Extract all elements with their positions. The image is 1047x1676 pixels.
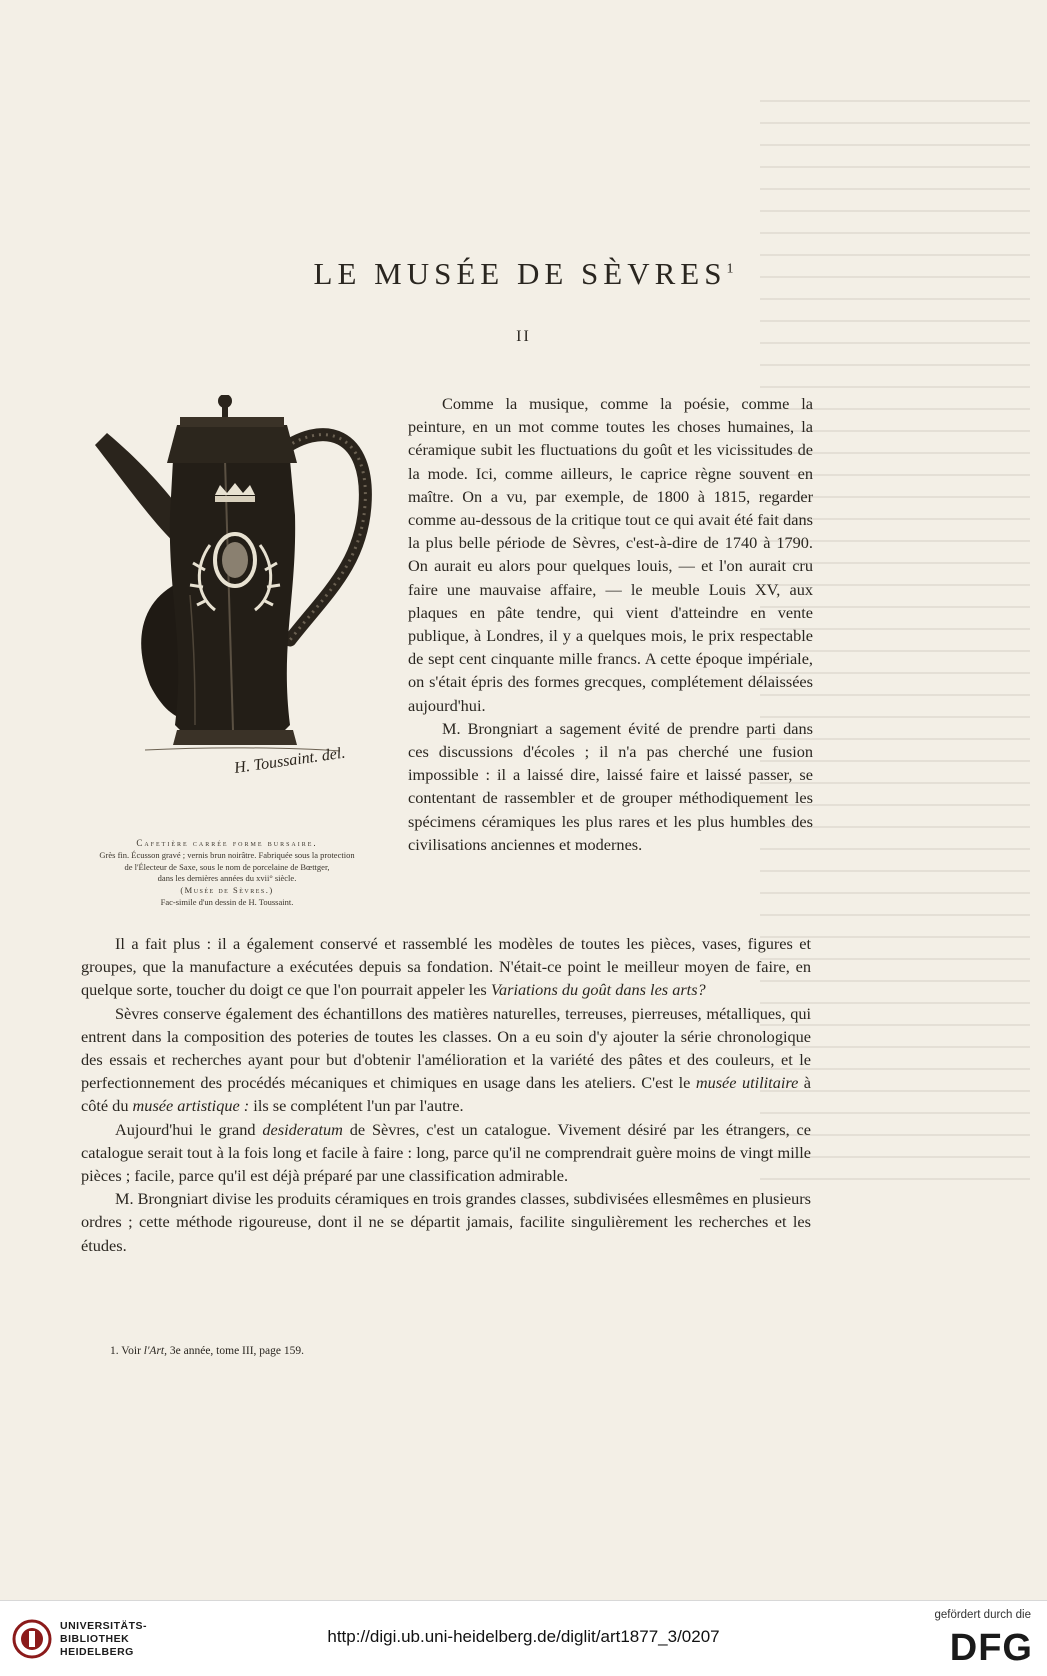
paragraph: Il a fait plus : il a également conservé et rassemblé les modèles de toutes les pièces, vases, figures et groupes, que la manufacture a exécutées depuis sa fondation. N'était-ce point le meilleur moyen de faire, en quelque sorte, toucher du doigt ce que l'on pourrait appeler les Variations du goût dans les arts? [81,934,811,1000]
university-name: UNIVERSITÄTS- BIBLIOTHEK HEIDELBERG [60,1620,148,1658]
intro-column [408,392,813,856]
pot-base [173,730,297,745]
paragraph: Aujourd'hui le grand desideratum de Sèvres, c'est un catalogue. Vivement désiré par les étrangers, ce catalogue serait tout à la fois long et facile à faire : long, parce qu'il ne comprendrait guère moins de vingt mille pièces ; facile, parce qu'il est déjà préparé par une classification admirable. [81,1119,811,1186]
section-number: II [516,328,531,345]
paragraph: M. Brongniart divise les produits céramiques en trois grandes classes, subdivisées ellesmêmes en plusieurs ordres ; cette méthode rigoureuse, dont il ne se départit jamais, facilite singulièrement les recherches et les études. [81,1189,811,1255]
paragraph: M. Brongniart a sagement évité de prendre parti dans ces discussions d'écoles ; il n'a pas cherché une fusion impossible : il a laissé dire, laissé faire et laissé passer, se contentant de rassembler et de grouper méthodiquement les spécimens céramiques les plus rares et les plus humbles des civilisations anciennes et modernes. [408,718,813,854]
caption-line: Grès fin. Écusson gravé ; vernis brun noirâtre. Fabriquée sous la protection [99,849,355,860]
coffee-pot-engraving [85,395,375,830]
pot-lid [167,425,297,463]
caption-credit: Fac-simile d'un dessin de H. Toussaint. [160,896,294,907]
digital-library-footer [0,1600,1047,1676]
footnote: 1. Voir l'Art, 3e année, tome III, page 159. [110,1345,304,1357]
dfg-logo: DFG [949,1627,1033,1669]
article-title: LE MUSÉE DE SÈVRES$^1$ [313,256,734,291]
artist-signature: H. Toussaint. del. [233,744,347,777]
caption-line: de l'Électeur de Saxe, sous le nom de porcelaine de Bœttger, [124,861,330,872]
caption-line: dans les dernières années du xvii° siècle. [157,873,297,884]
sponsor-label: gefördert durch die [934,1609,1031,1621]
paragraph: Sèvres conserve également des échantillons des matières naturelles, terreuses, pierreuses, métalliques, qui entrent dans la composition des poteries de toutes les classes. On a eu soin d'y ajouter la série chronologique des essais et recherches ayant pour but d'obtenir l'amélioration et la variété des pâtes et des couleurs, et le perfectionnement des procédés mécaniques et chimiques en usage dans les ateliers. C'est le musée utilitaire à côté du musée artistique : ils se complétent l'un par l'autre. [81,1003,811,1116]
permalink-url[interactable]: http://digi.ub.uni-heidelberg.de/diglit/art1877_3/0207 [327,1627,720,1646]
caption-museum: (Musée de Sèvres.) [180,885,274,896]
title-footnote-marker: 1 [726,261,734,277]
caption-title: Cafetière carrée forme bursaire. [136,838,318,848]
illustration-caption [72,838,382,909]
body-text [81,932,811,1257]
paragraph: Comme la musique, comme la poésie, comme la peinture, en un mot comme toutes les choses humaines, la céramique subit les fluctuations du goût et les vicissitudes de la mode. Ici, comme ailleurs, le caprice règne souvent en maître. On a vu, par exemple, de 1800 à 1815, regarder comme au-dessous de la critique tout ce qui avait été fait dans la plus belle période de Sèvres, c'est-à-dire de 1740 à 1790. On aurait eu alors pour quelques louis, — et l'on aurait cru faire une mauvaise affaire, — le meuble Louis XV, aux plaques en pâte tendre, qui vient d'atteindre en vente publique, à Londres, il y a quelques mois, le prix respectable de sept cent cinquante mille francs. A cette époque impériale, on s'était épris des formes grecques, complétement délaissées aujourd'hui. [408,394,813,715]
